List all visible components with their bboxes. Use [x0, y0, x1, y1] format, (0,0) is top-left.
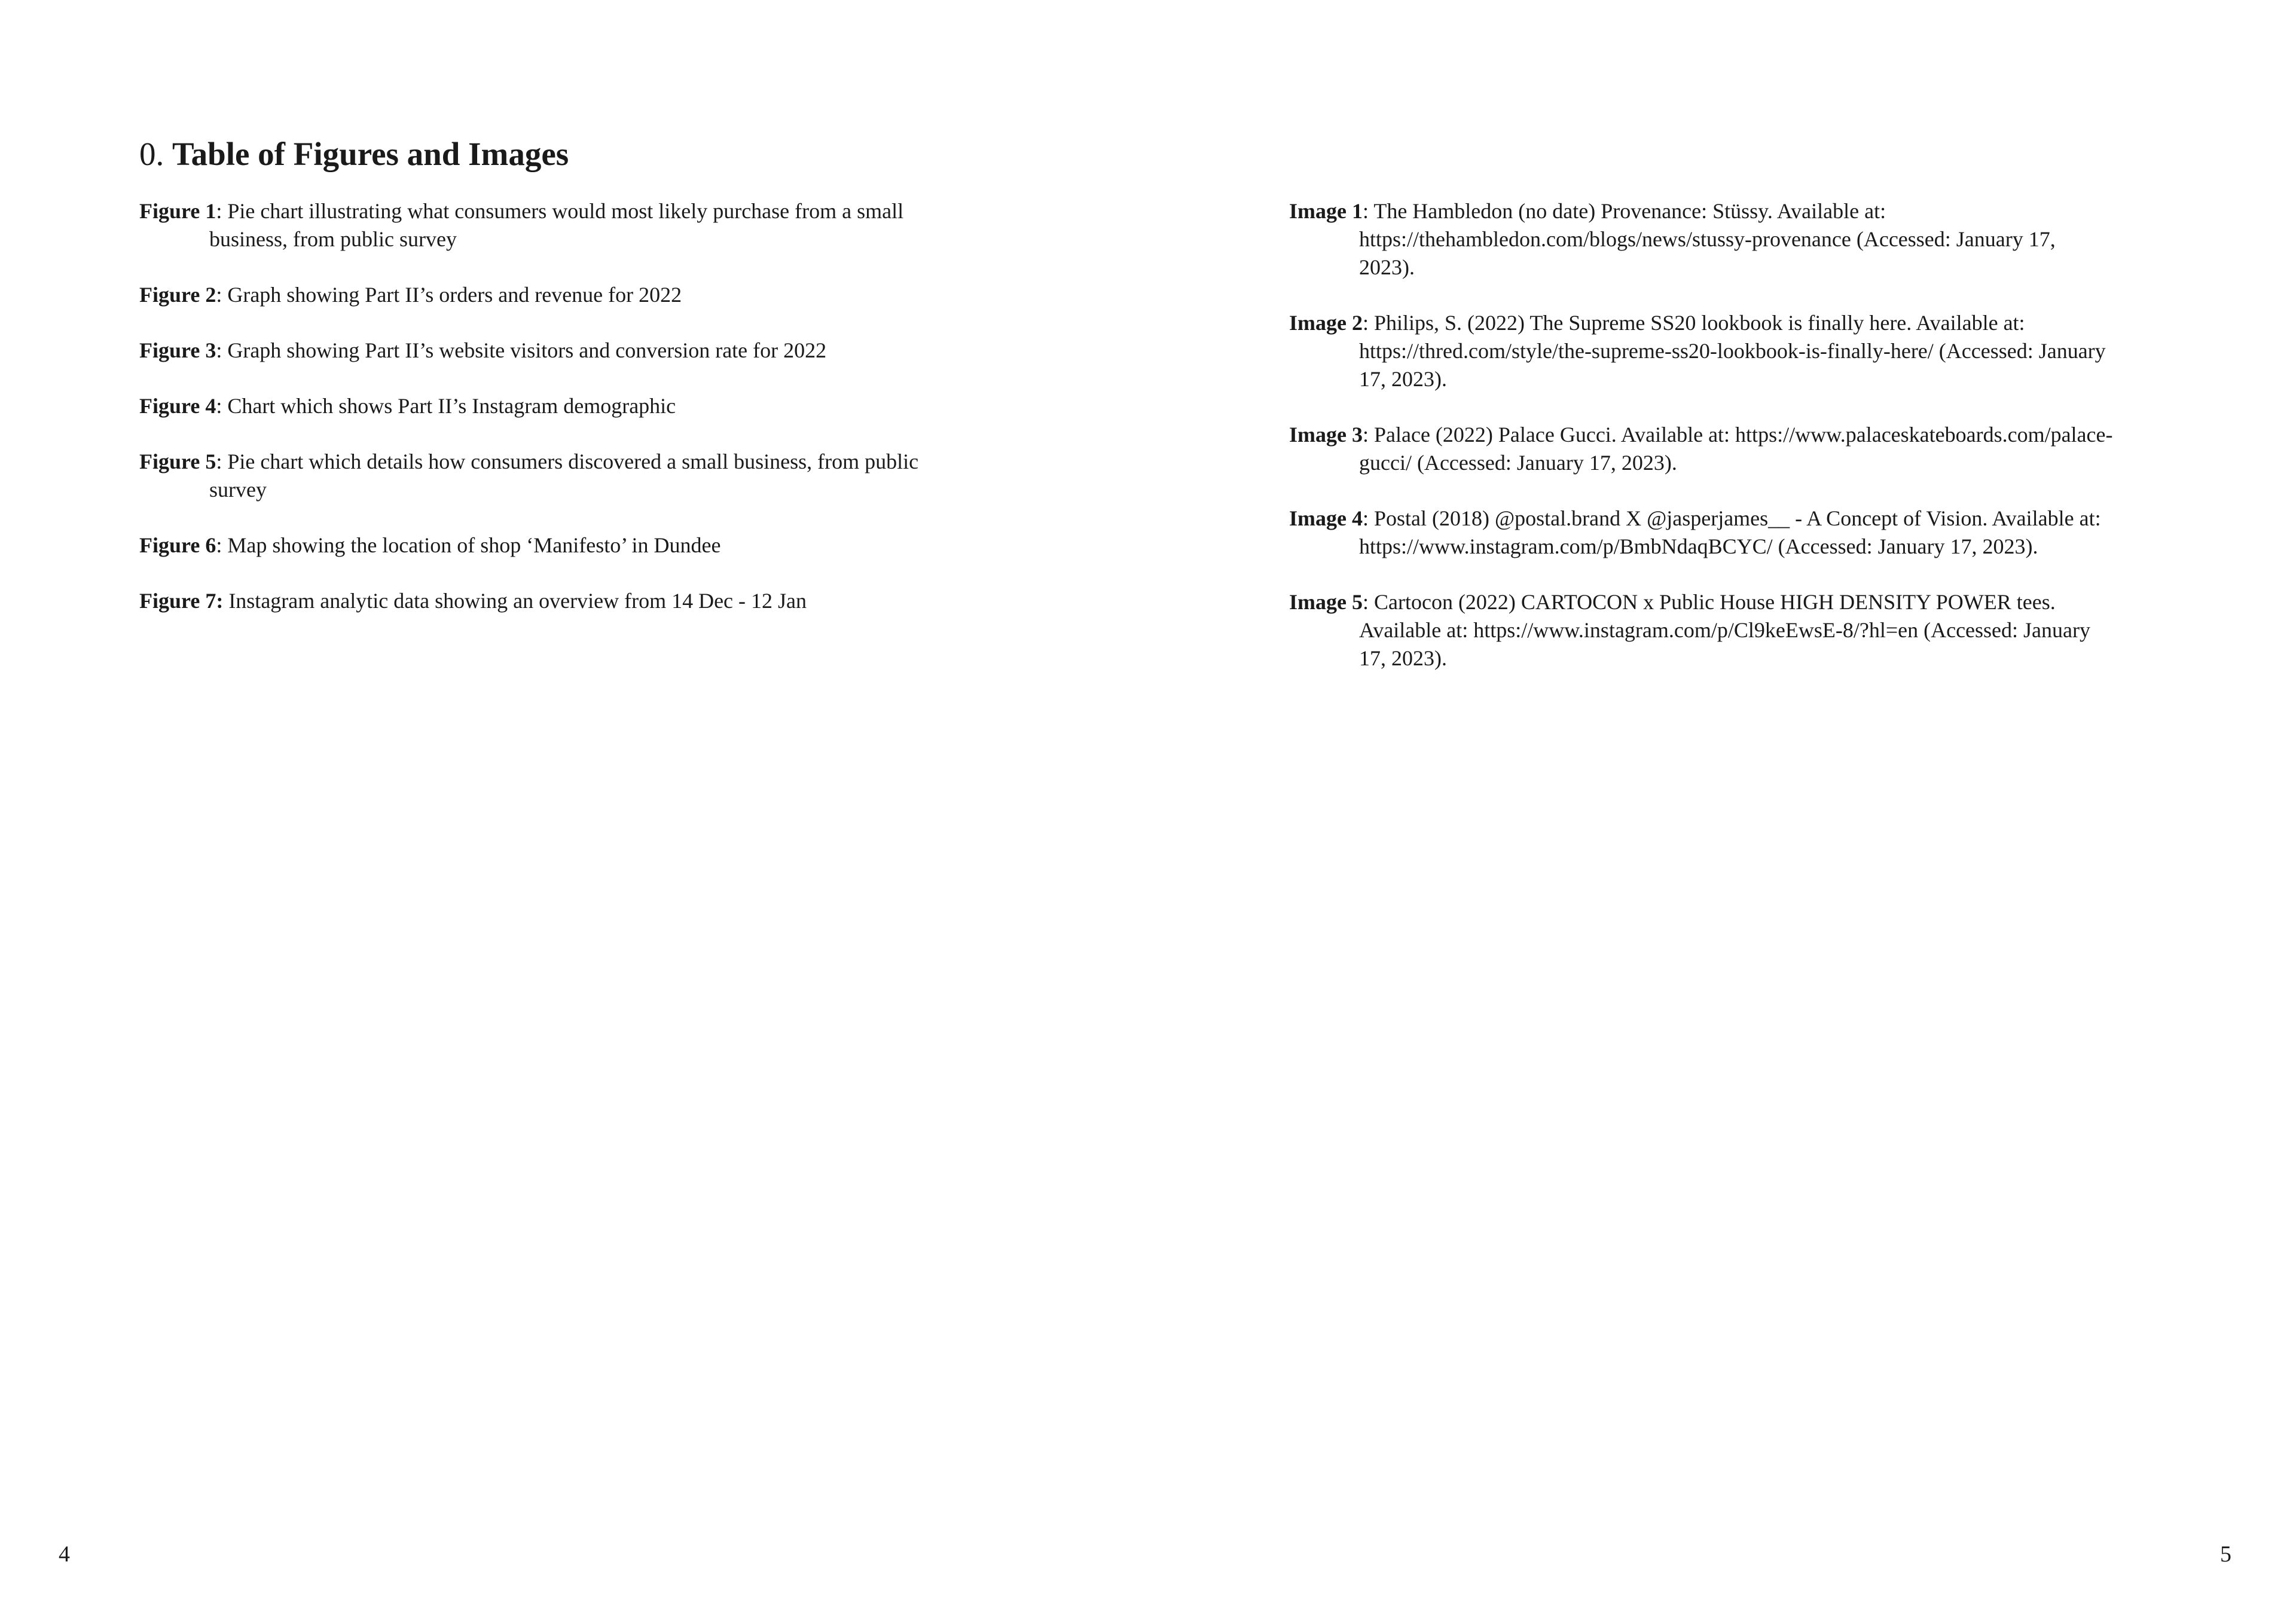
figure-description: : Graph showing Part II’s orders and revenue for 2022 — [216, 283, 682, 307]
image-label: Image 2 — [1289, 311, 1363, 335]
figure-entry-5 — [139, 448, 935, 504]
image-label: Image 4 — [1289, 506, 1363, 530]
section-title: Table of Figures and Images — [172, 136, 569, 172]
figure-description: Instagram analytic data showing an overview from 14 Dec - 12 Jan — [223, 589, 807, 613]
figure-label: Figure 3 — [139, 338, 216, 362]
figures-list — [139, 197, 935, 643]
figure-label: Figure 2 — [139, 283, 216, 307]
figure-entry-3 — [139, 337, 935, 365]
figure-entry-6 — [139, 531, 935, 560]
page-number-right: 5 — [2220, 1542, 2231, 1567]
section-number: 0. — [139, 136, 164, 172]
figure-label: Figure 7: — [139, 589, 224, 613]
figure-entry-4 — [139, 392, 935, 420]
image-reference: : Postal (2018) @postal.brand X @jasperjames__ - A Concept of Vision. Available at: https://www.instagram.com/p/BmbNdaqBCYC/ (Accessed: January 17, 2023). — [1359, 506, 2101, 558]
image-entry-2 — [1289, 309, 2114, 393]
figure-description: : Chart which shows Part II’s Instagram demographic — [216, 394, 676, 418]
image-reference: : The Hambledon (no date) Provenance: Stüssy. Available at: https://thehambledon.com/blogs/news/stussy-provenance (Accessed: January 17, 2023). — [1359, 199, 2056, 279]
figure-label: Figure 5 — [139, 450, 216, 473]
image-label: Image 3 — [1289, 423, 1363, 447]
image-reference: : Philips, S. (2022) The Supreme SS20 lookbook is finally here. Available at: https://thred.com/style/the-supreme-ss20-lookbook-is-finally-here/ (Accessed: January 17, 2023). — [1359, 311, 2106, 391]
image-entry-4 — [1289, 505, 2114, 561]
image-reference: : Cartocon (2022) CARTOCON x Public House HIGH DENSITY POWER tees. Available at: https://www.instagram.com/p/Cl9keEwsE-8/?hl=en (Accessed: January 17, 2023). — [1359, 590, 2090, 670]
image-label: Image 1 — [1289, 199, 1363, 223]
figure-label: Figure 1 — [139, 199, 216, 223]
figure-label: Figure 4 — [139, 394, 216, 418]
figure-description: : Graph showing Part II’s website visitors and conversion rate for 2022 — [216, 338, 827, 362]
image-label: Image 5 — [1289, 590, 1363, 614]
figure-entry-1 — [139, 197, 935, 253]
image-reference: : Palace (2022) Palace Gucci. Available at: https://www.palaceskateboards.com/palace-gucci/ (Accessed: January 17, 2023). — [1359, 423, 2113, 475]
image-entry-1 — [1289, 197, 2114, 282]
figure-description: : Pie chart illustrating what consumers would most likely purchase from a small business, from public survey — [209, 199, 904, 251]
figure-label: Figure 6 — [139, 533, 216, 557]
figure-description: : Map showing the location of shop ‘Manifesto’ in Dundee — [216, 533, 721, 557]
right-page — [1148, 0, 2296, 1623]
images-list — [1289, 197, 2114, 700]
figure-entry-2 — [139, 281, 935, 309]
image-entry-5 — [1289, 588, 2114, 673]
page-number-left: 4 — [59, 1542, 70, 1567]
figure-description: : Pie chart which details how consumers discovered a small business, from public survey — [209, 450, 919, 502]
figure-entry-7 — [139, 587, 935, 615]
section-heading — [139, 133, 569, 176]
image-entry-3 — [1289, 421, 2114, 477]
